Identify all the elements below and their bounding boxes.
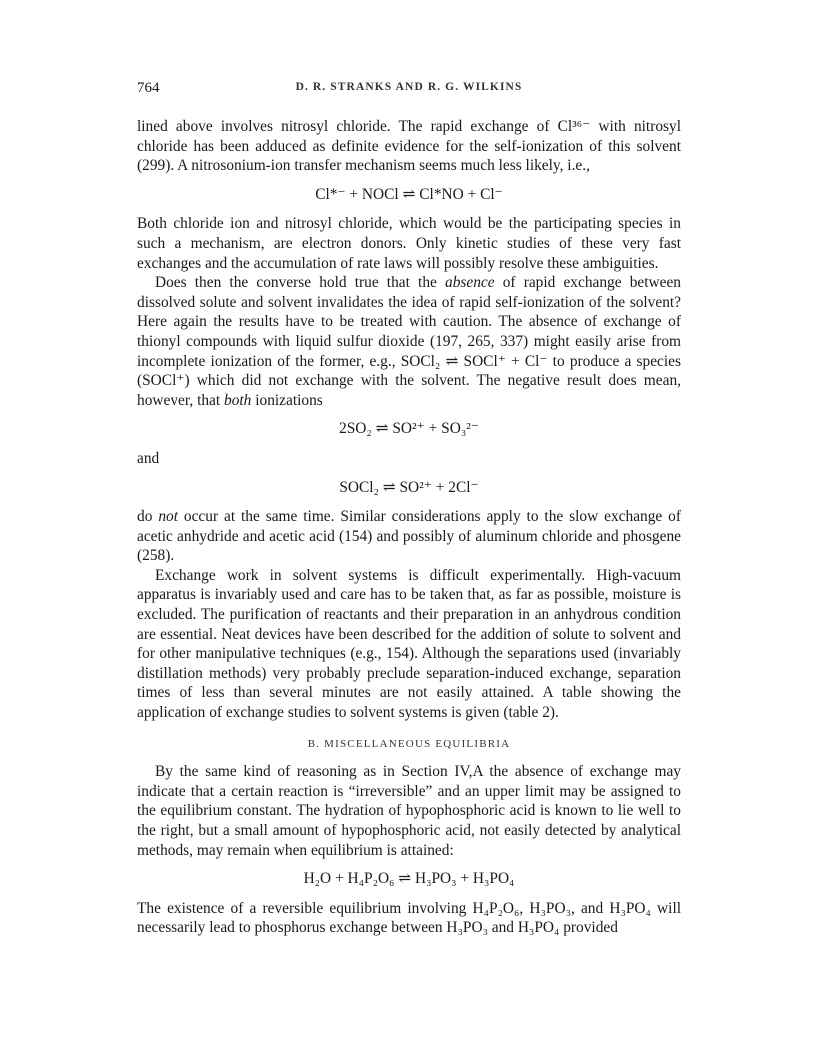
paragraph-5: Exchange work in solvent systems is difficult experimentally. High-vacuum apparatus is invariably used and care has to be taken that, as far as possible, moisture is excluded. The purification of reactants and their preparation in an anhydrous condition are essential. Neat devices have been described for the addition of solute to solvent and for other manipulative techniques (e.g., 154). Although the separations used (invariably distillation methods) very probably preclude separation-induced exchange, separation times of less than several minutes are not easily attained. A table showing the application of exchange studies to solvent systems is given (table 2). — [137, 566, 681, 722]
equation-so2-ionization: 2SO₂ ⇌ SO²⁺ + SO₃²⁻ — [339, 420, 479, 438]
emphasis-absence: absence — [445, 274, 495, 292]
running-head: D. R. STRANKS AND R. G. WILKINS — [295, 81, 523, 93]
paragraph-4-text-a: do — [137, 508, 159, 526]
paragraph-3-text-c: ionizations — [251, 391, 323, 409]
paragraph-1: lined above involves nitrosyl chloride. The rapid exchange of Cl³⁶⁻ with nitrosyl chloride has been adduced as definite evidence for the self-ionization of this solvent (299). A nitrosonium-ion transfer mechanism seems much less likely, i.e., — [137, 118, 681, 175]
paragraph-3-text-b: of rapid exchange between dissolved solute and solvent invalidates the idea of rapid self-ionization of the solvent? Here again the results have to be treated with caution. The absence of exchange of thionyl compounds with liquid sulfur dioxide (197, 265, 337) might easily arise from incomplete ionization of the former, e.g., SOCl₂ ⇌ SOCl⁺ + Cl⁻ to produce a species (SOCl⁺) which did not exchange with the solvent. The negative result does mean, however, that — [137, 274, 682, 409]
equation-socl2-ionization: SOCl₂ ⇌ SO²⁺ + 2Cl⁻ — [339, 478, 479, 496]
equation-nitrosyl-exchange: Cl*⁻ + NOCl ⇌ Cl*NO + Cl⁻ — [315, 185, 503, 203]
page-number: 764 — [137, 80, 160, 96]
body-text — [137, 117, 681, 938]
paragraph-2: Both chloride ion and nitrosyl chloride, which would be the participating species in such a mechanism, are electron donors. Only kinetic studies of these very fast exchanges and the accumulation of rate laws will possibly resolve these ambiguities. — [137, 215, 681, 272]
paragraph-3 — [137, 273, 681, 410]
paragraph-6: By the same kind of reasoning as in Section IV,A the absence of exchange may indicate that a certain reaction is “irreversible” and an upper limit may be assigned to the equilibrium constant. The hydration of hypophosphoric acid is known to lie well to the right, but a small amount of hypophosphoric acid, not easily detected by analytical methods, may remain when equilibrium is attained: — [137, 763, 681, 859]
equation-hypophosphoric-hydration: H₂O + H₄P₂O₆ ⇌ H₃PO₃ + H₃PO₄ — [303, 870, 515, 888]
paragraph-4-text-b: occur at the same time. Similar considerations apply to the slow exchange of acetic anhydride and acetic acid (154) and possibly of aluminum chloride and phosgene (258). — [137, 508, 681, 565]
paragraph-4 — [137, 507, 681, 566]
and-connector: and — [137, 449, 160, 467]
section-heading: B. MISCELLANEOUS EQUILIBRIA — [307, 737, 511, 750]
paragraph-7: The existence of a reversible equilibrium involving H₄P₂O₆, H₃PO₃, and H₃PO₄ will necessarily lead to phosphorus exchange between H₃PO₃ and H₃PO₄ provided — [137, 899, 681, 937]
emphasis-not: not — [158, 508, 178, 526]
paragraph-3-text-a: Does then the converse hold true that the — [155, 274, 445, 292]
emphasis-both: both — [224, 391, 252, 409]
